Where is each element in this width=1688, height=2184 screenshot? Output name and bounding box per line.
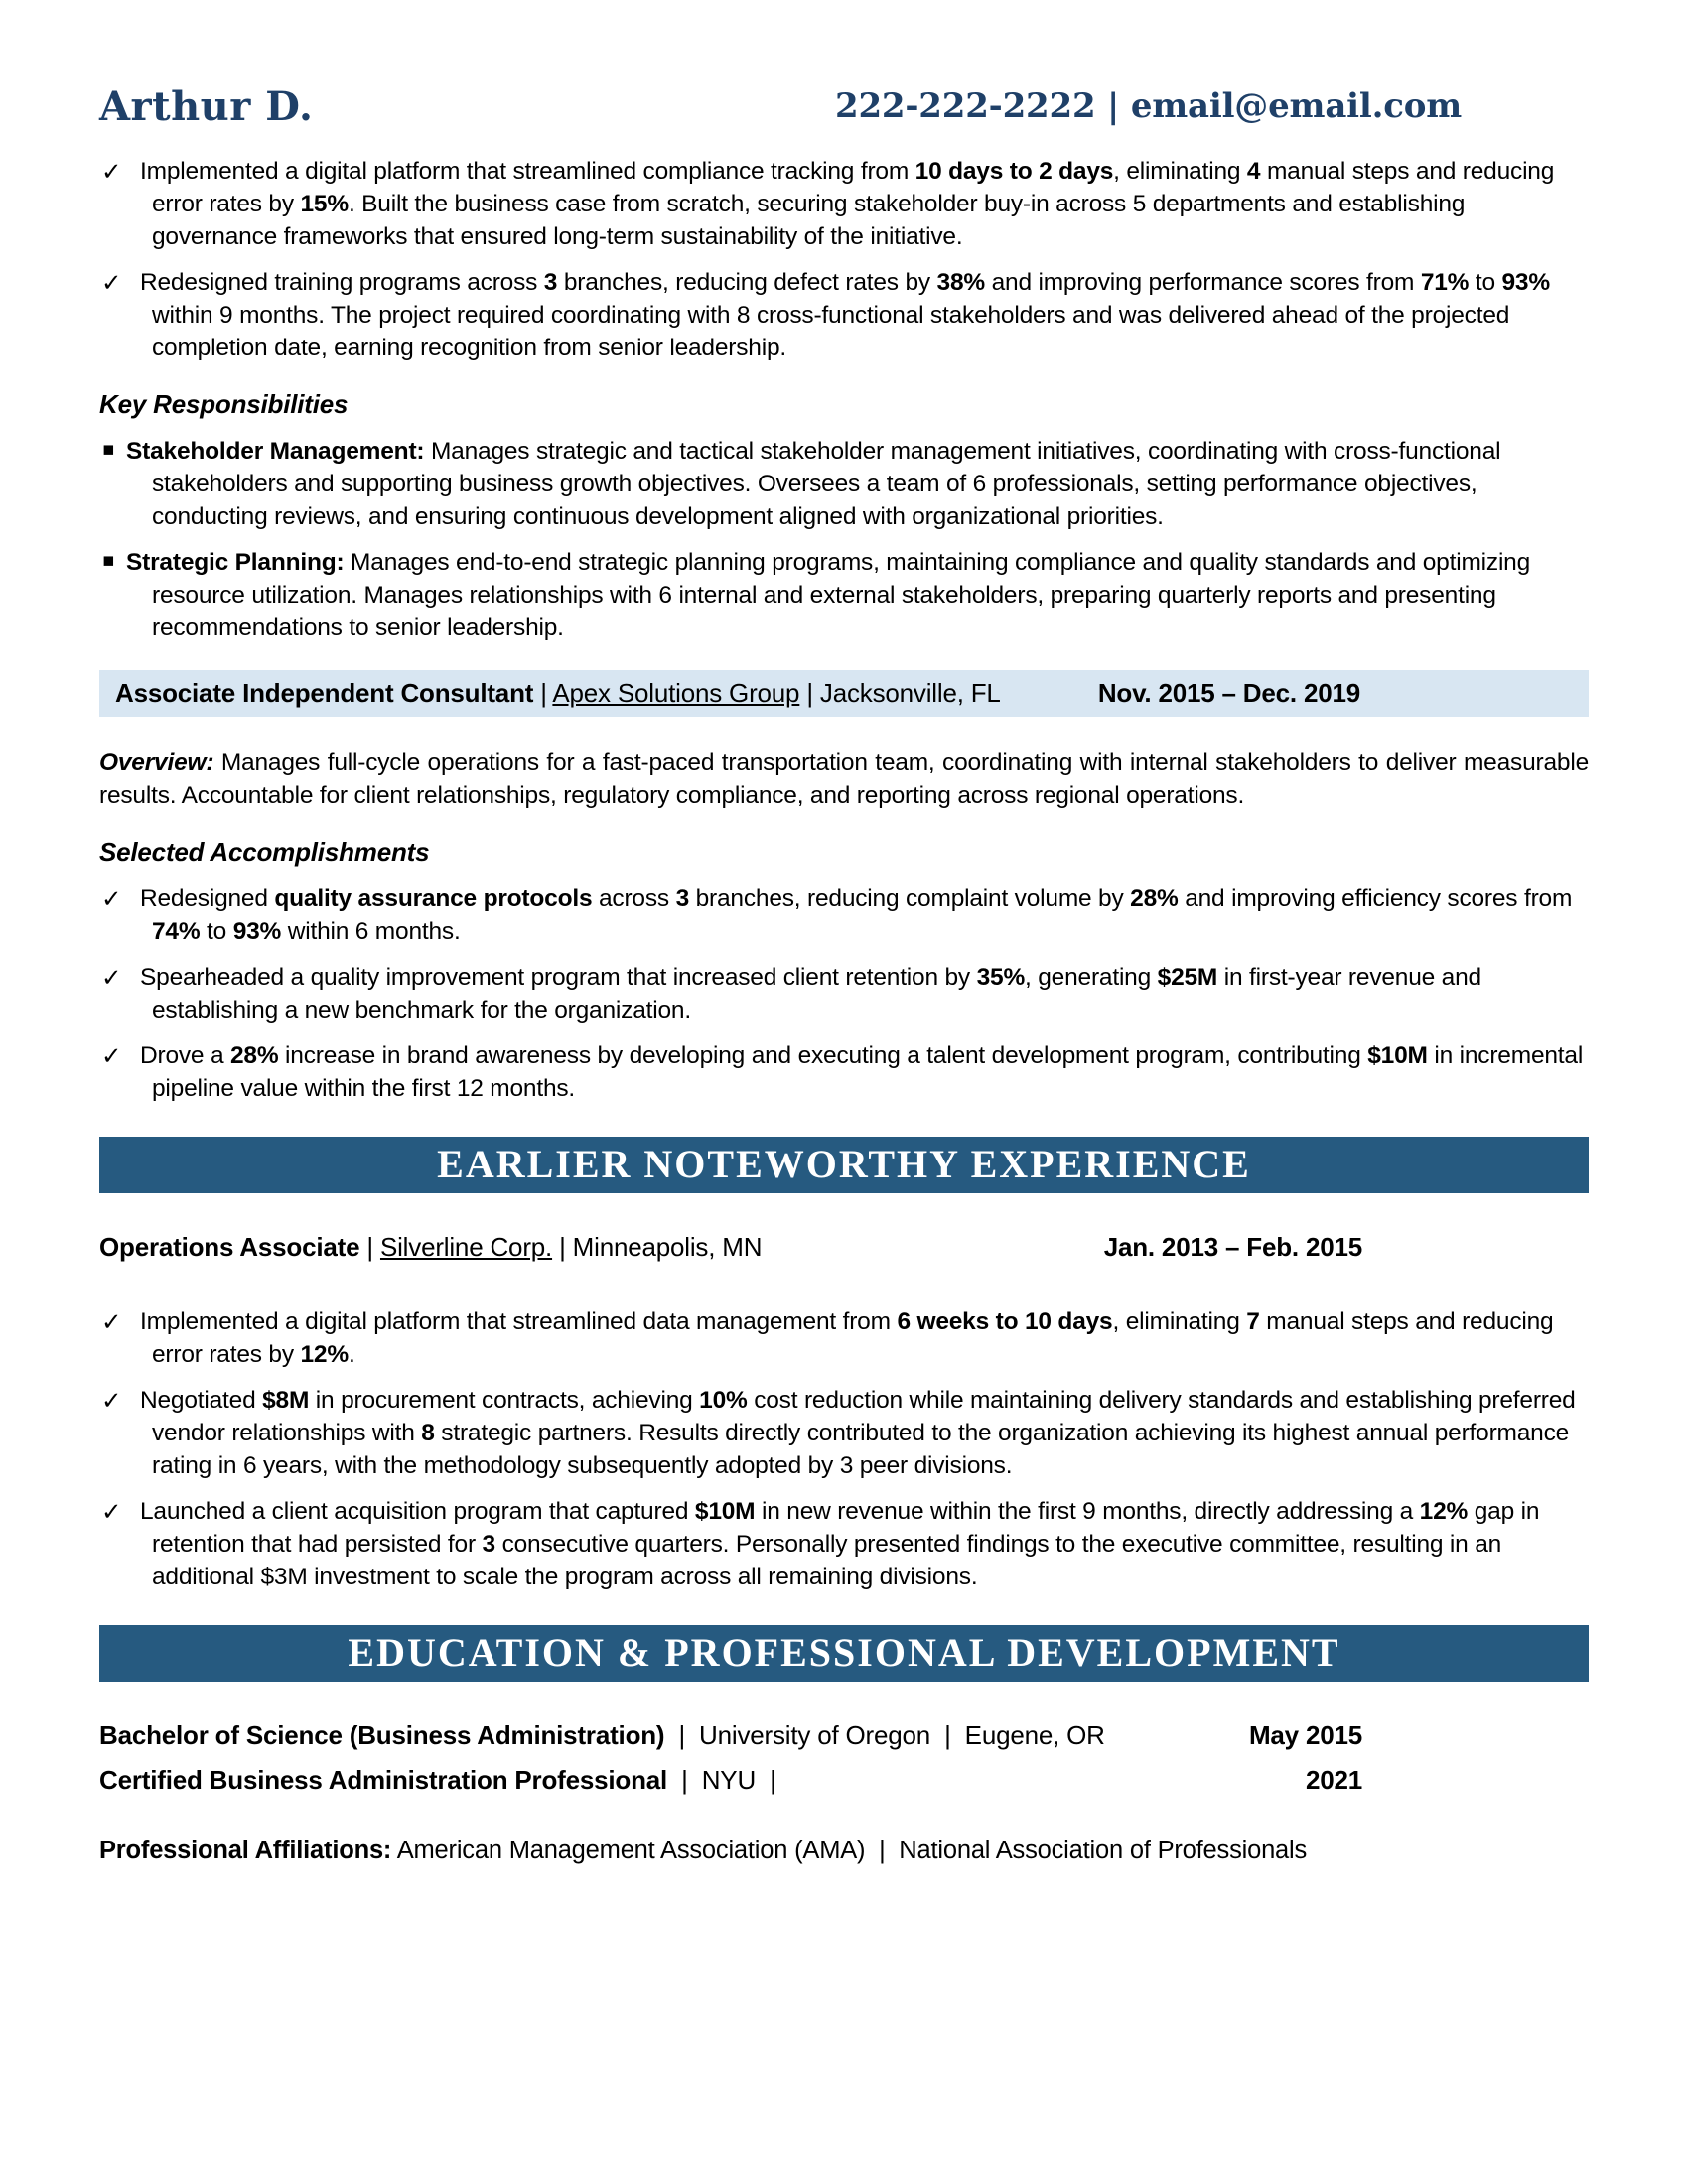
text-run: 38% [936,269,985,296]
text-run: Stakeholder Management: [126,438,425,465]
text-run: Overview: [99,750,214,776]
text-run: to [200,918,233,945]
text-run: to [1469,269,1502,296]
contact-info: 222-222-2222 | email@email.com [835,86,1462,126]
text-run: 28% [1130,886,1179,912]
text-run: 71% [1420,269,1470,296]
text-run: Implemented a digital platform that streamlined compliance tracking from [140,158,915,185]
text-run: 15% [300,191,349,217]
text-run: Drove a [140,1042,230,1069]
bullet-text [140,886,1579,945]
text-run: Launched a client acquisition program that captured [140,1498,695,1525]
section-banner-education: EDUCATION & PROFESSIONAL DEVELOPMENT [99,1625,1589,1682]
text-run: in first-year revenue and establishing a new benchmark for the organization. [152,964,1488,1024]
job-header-row-silverline [99,1231,1589,1264]
bullet-text [140,964,1488,1024]
text-run: $8M [262,1387,310,1414]
text-run: Spearheaded a quality improvement program that increased client retention by [140,964,977,991]
text-run: | Jacksonville, FL [799,678,1001,708]
certification-line [99,1758,776,1803]
text-run: Bachelor of Science (Business Administration) [99,1720,665,1750]
job-title-line-apex [115,678,1001,709]
text-run: increase in brand awareness by developing and executing a talent development program, contributing [278,1042,1368,1069]
checkmark-bullet-icon: ✓ [101,1307,122,1336]
bullet-text [140,1308,1560,1368]
text-run: Operations Associate [99,1232,360,1262]
text-run: 12% [300,1341,349,1368]
text-run: cost reduction while maintaining delivery standards and establishing preferred vendor relationships with [152,1387,1583,1446]
job-dates-apex: Nov. 2015 – Dec. 2019 [1097,678,1360,708]
bullet-text [140,158,1561,250]
text-run: Professional Affiliations: [99,1837,392,1864]
bullet-text [126,549,1537,641]
text-run: $10M [694,1498,756,1525]
text-run: . Built the business case from scratch, securing stakeholder buy-in across 5 departments and establishing governance frameworks that ensured long-term sustainability of the initiative. [152,191,1472,250]
responsibility-bullet [99,435,1589,533]
bullet-text [126,438,1507,530]
text-run: Strategic Planning: [126,549,345,576]
text-run: Associate Independent Consultant [115,678,534,708]
text-run: Manages full-cycle operations for a fast-paced transportation team, coordinating with internal stakeholders to deliver measurable results. Accountable for client relationships, regulatory compliance, and reporting across regional operations. [99,750,1589,809]
text-run: Implemented a digital platform that streamlined data management from [140,1308,898,1335]
text-run: 93% [232,918,282,945]
text-run: 74% [152,918,201,945]
text-run: branches, reducing complaint volume by [689,886,1131,912]
text-run: 10% [699,1387,748,1414]
summary-bullet [99,155,1589,253]
text-run: Manages strategic and tactical stakeholder management initiatives, coordinating with cross-functional stakeholders and supporting business growth objectives. Oversees a team of 6 professionals, setting performance objectives, conducting reviews, and ensuring continuous development aligned with organizational priorities. [152,438,1508,530]
responsibility-bullet-list [99,435,1589,644]
text-run: within 9 months. The project required coordinating with 8 cross-functional stakeholders and was delivered ahead of the projected completion date, earning recognition from senior leadership. [152,269,1557,361]
text-run: and improving efficiency scores from [1178,886,1579,912]
text-run: . [348,1341,355,1368]
text-run: | Minneapolis, MN [552,1232,763,1262]
text-run: 93% [1501,269,1550,296]
bullet-text [140,269,1557,361]
text-run: $10M [1367,1042,1428,1069]
text-run: , eliminating [1113,158,1247,185]
experience-bullet [99,1384,1589,1482]
text-run: Redesigned [140,886,275,912]
checkmark-bullet-icon: ✓ [101,963,122,992]
accomplishment-bullet [99,883,1589,948]
silverline-bullet-list [99,1305,1589,1593]
professional-affiliations [99,1835,1589,1867]
degree-line [99,1713,1105,1758]
job-title-line-silverline [99,1231,762,1264]
company-name-apex: Apex Solutions Group [552,678,800,708]
education-rows [99,1713,1589,1803]
text-run: across [592,886,676,912]
text-run: Negotiated [140,1387,263,1414]
text-run: Certified Business Administration Professional [99,1765,668,1795]
text-run: consecutive quarters. Personally presented findings to the executive committee, resulting in an additional $3M investment to scale the program across all remaining divisions. [152,1531,1508,1590]
text-run: 4 [1246,158,1261,185]
square-bullet-icon: ▪ [102,549,115,571]
checkmark-bullet-icon: ✓ [101,157,122,186]
section-banner-earlier-experience: EARLIER NOTEWORTHY EXPERIENCE [99,1137,1589,1193]
text-run: 3 [482,1531,495,1558]
checkmark-bullet-icon: ✓ [101,885,122,913]
checkmark-bullet-icon: ✓ [101,268,122,297]
checkmark-bullet-icon: ✓ [101,1386,122,1415]
education-row-degree [99,1713,1589,1758]
accomplishment-bullet-list [99,883,1589,1105]
text-run: and improving performance scores from [984,269,1421,296]
text-run: in procurement contracts, achieving [309,1387,700,1414]
accomplishment-bullet [99,1039,1589,1105]
resume-content [99,0,1589,1867]
experience-bullet [99,1305,1589,1371]
company-name-silverline: Silverline Corp. [379,1232,553,1262]
text-run: 28% [230,1042,279,1069]
degree-date: May 2015 [1248,1720,1362,1750]
text-run: 12% [1419,1498,1469,1525]
summary-bullet [99,266,1589,364]
text-run: in new revenue within the first 9 months, directly addressing a [755,1498,1420,1525]
responsibility-bullet [99,546,1589,644]
text-run: $25M [1157,964,1218,991]
text-run: | [533,678,553,708]
text-run: Redesigned training programs across [140,269,544,296]
text-run: 8 [421,1420,435,1446]
text-run: , eliminating [1112,1308,1247,1335]
text-run: | [359,1232,380,1262]
text-run: 6 weeks to 10 days [897,1308,1113,1335]
text-run: 7 [1246,1308,1260,1335]
experience-bullet [99,1495,1589,1593]
candidate-name: Arthur D. [99,83,314,130]
text-run: Manages end-to-end strategic planning programs, maintaining compliance and quality standards and optimizing resource utilization. Manages relationships with 6 internal and external stakeholders, preparing quarterly reports and presenting recommendations to senior leadership. [152,549,1537,641]
accomplishment-bullet [99,961,1589,1026]
text-run: manual steps and reducing error rates by [152,1308,1561,1368]
text-run: American Management Association (AMA) | National Association of Professionals [391,1837,1308,1864]
selected-accomplishments-heading: Selected Accomplishments [99,837,430,867]
text-run: gap in retention that had persisted for [152,1498,1546,1558]
text-run: 3 [675,886,690,912]
checkmark-bullet-icon: ✓ [101,1497,122,1526]
text-run: within 6 months. [281,918,461,945]
checkmark-bullet-icon: ✓ [101,1041,122,1070]
text-run: in incremental pipeline value within the first 12 months. [152,1042,1590,1102]
certification-date: 2021 [1305,1765,1362,1795]
job-header-bar-apex [99,670,1589,717]
text-run: , generating [1025,964,1158,991]
bullet-text [140,1387,1582,1479]
bullet-text [140,1498,1546,1590]
summary-bullet-list [99,155,1589,364]
text-run: | University of Oregon | Eugene, OR [664,1720,1105,1750]
education-row-certification [99,1758,1589,1803]
text-run: | NYU | [667,1765,776,1795]
square-bullet-icon: ▪ [102,438,115,460]
text-run: 35% [976,964,1026,991]
text-run: branches, reducing defect rates by [557,269,937,296]
job-overview-apex [99,747,1589,812]
key-responsibilities-heading: Key Responsibilities [99,389,349,419]
text-run: manual steps and reducing error rates by [152,158,1561,217]
header [99,83,1589,135]
job-dates-silverline: Jan. 2013 – Feb. 2015 [1103,1232,1362,1262]
text-run: 10 days to 2 days [914,158,1114,185]
text-run: strategic partners. Results directly contributed to the organization achieving its highest annual performance rating in 6 years, with the methodology subsequently adopted by 3 peer divisions. [152,1420,1576,1479]
text-run: 3 [543,269,558,296]
bullet-text [140,1042,1590,1102]
text-run: quality assurance protocols [274,886,593,912]
